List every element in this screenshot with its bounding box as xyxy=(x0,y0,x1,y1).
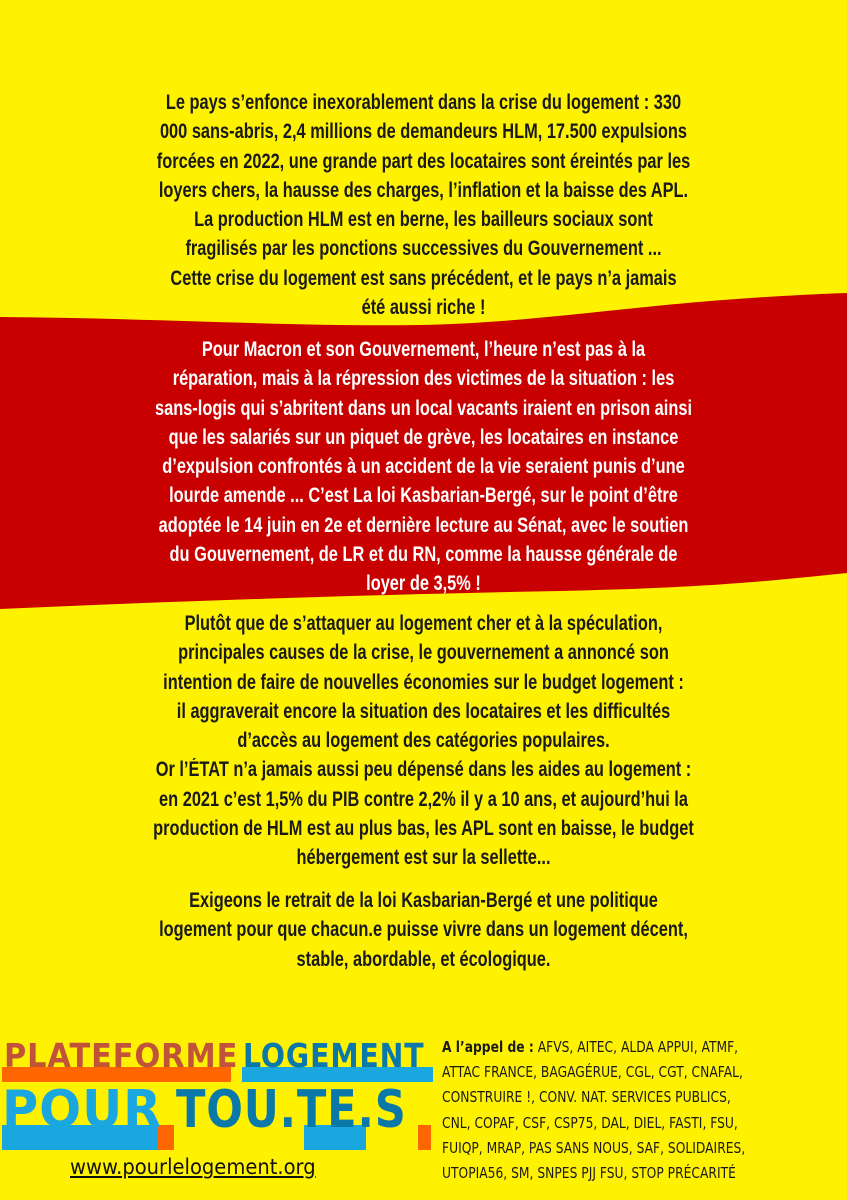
sponsors-line: UTOPIA56, SM, SNPES PJJ FSU, STOP PRÉCARITÉ xyxy=(442,1164,736,1183)
text-line: logement pour que chacun.e puisse vivre dans un logement décent, xyxy=(159,918,688,942)
text-line: Le pays s’enfonce inexorablement dans la crise du logement : 330 xyxy=(165,91,682,114)
text-line: lourde amende ... C’est La loi Kasbarian-Bergé, sur le point d’être xyxy=(169,484,678,508)
text-line: que les salariés sur un piquet de grève, les locataires en instance xyxy=(168,425,679,449)
website-link[interactable]: www.pourlelogement.org xyxy=(70,1155,316,1179)
logo-word-toutes: TOU.TE.S xyxy=(176,1080,407,1140)
text-line: stable, abordable, et écologique. xyxy=(296,947,551,971)
text-line: Or l’ÉTAT n’a jamais aussi peu dépensé dans les aides au logement : xyxy=(155,758,692,782)
text-line: principales causes de la crise, le gouvernement a annoncé son xyxy=(178,641,669,665)
text-line: en 2021 c’est 1,5% du PIB contre 2,2% il y a 10 ans, et aujourd’hui la xyxy=(159,787,688,811)
sponsors-line: FUIQP, MRAP, PAS SANS NOUS, SAF, SOLIDAIRES, xyxy=(442,1138,746,1157)
sponsors-line: CNL, COPAF, CSF, CSP75, DAL, DIEL, FASTI, FSU, xyxy=(442,1113,738,1132)
text-line: été aussi riche ! xyxy=(361,296,486,320)
text-line: La production HLM est en berne, les bailleurs sociaux sont xyxy=(194,208,653,232)
text-line: Pour Macron et son Gouvernement, l’heure n’est pas à la xyxy=(201,338,646,361)
demand-paragraph xyxy=(40,886,807,974)
logo-bar-orange-s xyxy=(418,1125,431,1150)
text-line: du Gouvernement, de LR et du RN, comme la hausse générale de xyxy=(169,543,678,567)
red-band-paragraph xyxy=(40,335,807,599)
text-line: d’expulsion confrontés à un accident de la vie seraient punis d’une xyxy=(162,455,685,479)
text-line: Exigeons le retrait de la loi Kasbarian-Bergé et une politique xyxy=(189,889,658,912)
text-line: hébergement est sur la sellette... xyxy=(296,846,551,870)
intro-paragraph xyxy=(40,88,807,322)
sponsors-first-line xyxy=(442,1035,774,1060)
text-line: Cette crise du logement est sans précédent, et le pays n’a jamais xyxy=(170,266,677,290)
text-line: Plutôt que de s’attaquer au logement cher et à la spéculation, xyxy=(184,612,663,635)
text-line: fragilisés par les ponctions successives du Gouvernement ... xyxy=(185,237,662,261)
sponsors-list xyxy=(442,1035,847,1186)
budget-paragraph xyxy=(40,609,807,873)
text-line: 000 sans-abris, 2,4 millions de demandeurs HLM, 17.500 expulsions xyxy=(159,120,688,144)
text-line: il aggraverait encore la situation des locataires et les difficultés xyxy=(176,699,671,723)
logo-word-logement: LOGEMENT xyxy=(243,1036,425,1075)
text-line: loyer de 3,5% ! xyxy=(366,572,481,596)
text-line: production de HLM est au plus bas, les APL sont en baisse, le budget xyxy=(153,817,694,841)
text-line: intention de faire de nouvelles économies sur le budget logement : xyxy=(163,670,684,694)
text-line: réparation, mais à la répression des victimes de la situation : les xyxy=(172,367,675,391)
sponsors-line: CONSTRUIRE !, CONV. NAT. SERVICES PUBLICS, xyxy=(442,1088,731,1107)
logo-word-pour: POUR xyxy=(2,1080,163,1140)
plateforme-logement-logo xyxy=(0,1030,440,1200)
text-line: forcées en 2022, une grande part des locataires sont éreintés par les xyxy=(156,149,691,173)
logo-word-plateforme: PLATEFORME xyxy=(4,1036,239,1075)
sponsors-lead: A l’appel de : xyxy=(442,1038,534,1056)
sponsors-line: ATTAC FRANCE, BAGAGÉRUE, CGL, CGT, CNAFAL, xyxy=(442,1063,743,1082)
sponsors-line-rest: AFVS, AITEC, ALDA APPUI, ATMF, xyxy=(533,1038,739,1056)
text-line: loyers chers, la hausse des charges, l’inflation et la baisse des APL. xyxy=(158,178,689,202)
text-line: sans-logis qui s’abritent dans un local vacants iraient en prison ainsi xyxy=(154,396,693,420)
text-line: adoptée le 14 juin en 2e et dernière lecture au Sénat, avec le soutien xyxy=(158,513,689,537)
text-line: d’accès au logement des catégories populaires. xyxy=(237,729,610,753)
